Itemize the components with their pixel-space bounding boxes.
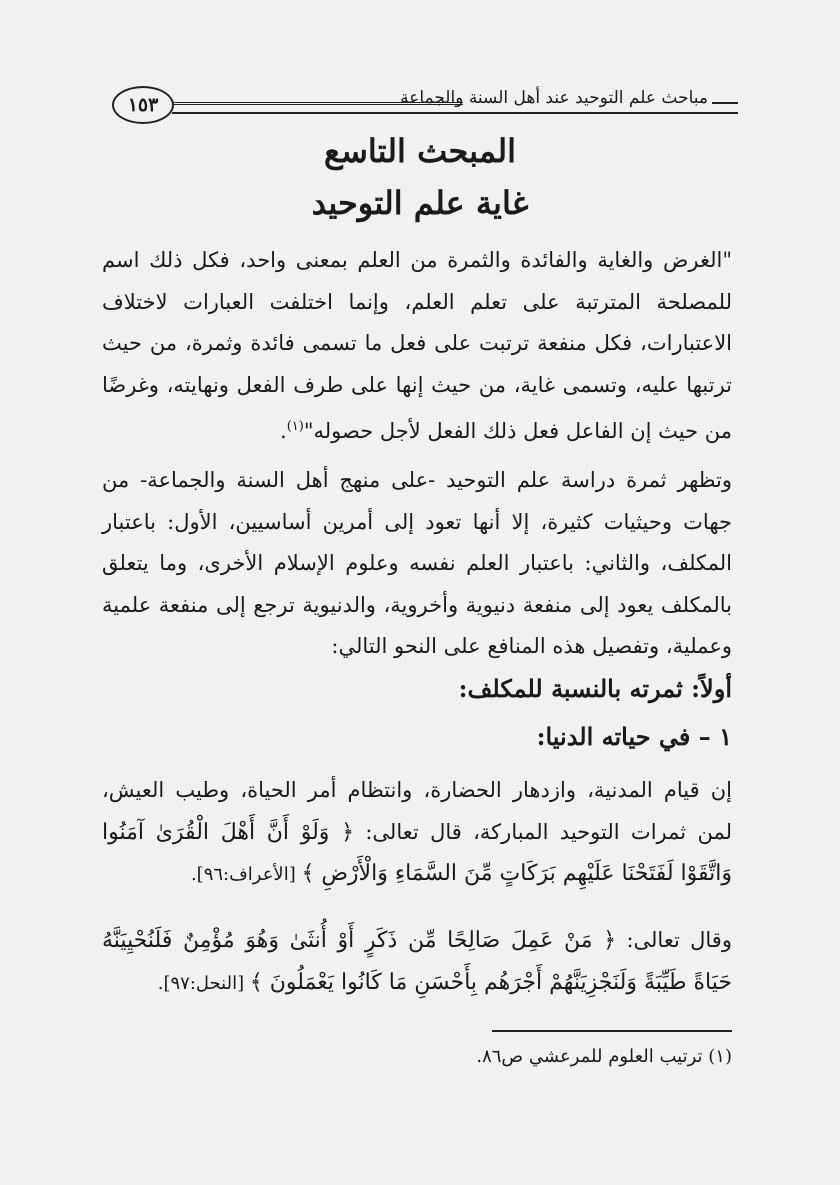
heading-worldly-life: ١ – في حياته الدنيا: — [536, 722, 732, 751]
paragraph-good-life-text: وقال تعالى: — [616, 928, 732, 952]
footnote: (١) ترتيب العلوم للمرعشي ص٨٦. — [476, 1046, 732, 1067]
quran-verse-nahl: ﴿ مَنْ عَمِلَ صَالِحًا مِّن ذَكَرٍ أَوْ أُنثَىٰ وَهُوَ مُؤْمِنٌ فَلَنُحْيِيَنَّهُ حَيَاةً طَيِّبَةً وَلَنَجْزِيَنَّهُمْ أَجْرَهُم بِأَحْسَنِ مَا كَانُوا يَعْمَلُونَ ﴾ — [102, 928, 732, 995]
footnote-marker: (١) — [286, 419, 304, 434]
section-title: المبحث التاسع — [324, 132, 516, 170]
heading-first: أولاً: ثمرته بالنسبة للمكلف: — [458, 674, 732, 703]
running-header — [112, 82, 738, 126]
verse-reference-araf: [الأعراف:٩٦]. — [190, 864, 302, 885]
paragraph-civilization-text: إن قيام المدنية، وازدهار الحضارة، وانتظام أمر الحياة، وطيب العيش، لمن ثمرات التوحيد المباركة، قال تعالى: — [102, 778, 732, 844]
header-rule-bottom — [172, 112, 738, 114]
paragraph-civilization — [102, 770, 732, 896]
paragraph-good-life — [102, 920, 732, 1004]
footnote-divider — [492, 1030, 732, 1032]
subject-title: غاية علم التوحيد — [311, 184, 529, 222]
verse-reference-nahl: [النحل:٩٧]. — [157, 972, 250, 994]
paragraph-definition-end: . — [280, 419, 287, 443]
quran-verse-araf: ﴿ وَلَوْ أَنَّ أَهْلَ الْقُرَىٰ آمَنُوا وَاتَّقَوْا لَفَتَحْنَا عَلَيْهِم بَرَكَاتٍ مِّنَ السَّمَاءِ وَالْأَرْضِ ﴾ — [102, 819, 732, 886]
paragraph-fruits: وتظهر ثمرة دراسة علم التوحيد -على منهج أهل السنة والجماعة- من جهات وحيثيات كثيرة، إلا أنها تعود إلى أمرين أساسيين، الأول: باعتبار المكلف، والثاني: باعتبار العلم نفسه وعلوم الإسلام الأخرى، وما يتعلق بالمكلف يعود إلى منفعة دنيوية وأخروية، والدنيوية ترجع إلى منفعة علمية وعملية، وتفصيل هذه المنافع على النحو التالي: — [102, 468, 732, 658]
running-title: مباحث علم التوحيد عند أهل السنة والجماعة — [400, 88, 708, 108]
header-rule — [172, 102, 463, 105]
paragraph-definition — [102, 240, 732, 453]
page-number: ١٥٣ — [112, 86, 174, 124]
paragraph-definition-text: "الغرض والغاية والفائدة والثمرة من العلم بمعنى واحد، فكل ذلك اسم للمصلحة المترتبة على تعلم العلم، وإنما اختلفت العبارات لاختلاف الاعتبارات، فكل منفعة ترتبت على فعل ما تسمى فائدة وثمرة، من حيث ترتبها عليه، وتسمى غاية، من حيث إنها على طرف الفعل ونهايته، وغرضًا من حيث إن الفاعل فعل ذلك الفعل لأجل حصوله" — [102, 248, 732, 443]
header-rule-right — [712, 102, 738, 104]
